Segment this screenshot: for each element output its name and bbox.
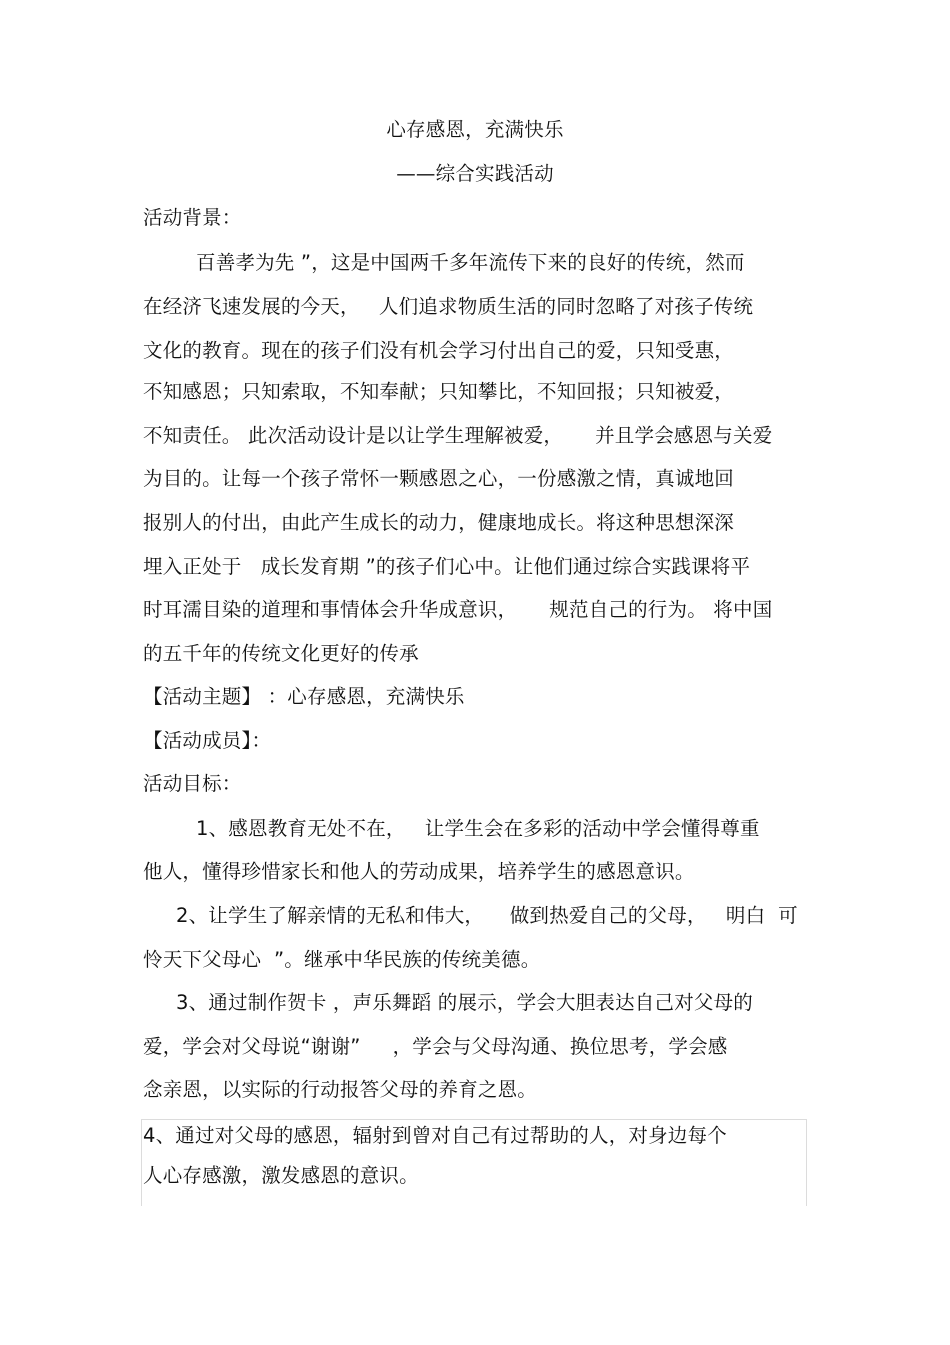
- goals-heading: 活动目标：: [143, 772, 242, 795]
- goal-line: 4、通过对父母的感恩，辐射到曾对自己有过帮助的人，对身边每个: [143, 1124, 727, 1147]
- background-paragraph-line: 百善孝为先 ”，这是中国两千多年流传下来的良好的传统，然而: [196, 251, 745, 274]
- background-heading: 活动背景：: [143, 206, 242, 229]
- background-paragraph-line: 文化的教育。现在的孩子们没有机会学习付出自己的爱，只知受惠，: [143, 339, 735, 362]
- goal-line: 人心存感激，激发感恩的意识。: [143, 1164, 419, 1187]
- background-paragraph-line: 为目的。让每一个孩子常怀一颗感恩之心，一份感激之情，真诚地回: [143, 467, 735, 490]
- background-paragraph-line: 不知感恩；只知索取，不知奉献；只知攀比，不知回报；只知被爱，: [143, 380, 735, 403]
- background-paragraph-line: 不知责任。 此次活动设计是以让学生理解被爱， 并且学会感恩与关爱: [143, 424, 773, 447]
- goal-line: 2、让学生了解亲情的无私和伟大， 做到热爱自己的父母， 明白 可: [176, 904, 798, 927]
- document-title: 心存感恩，充满快乐: [386, 118, 564, 141]
- activity-theme: 【活动主题】 ：心存感恩，充满快乐: [143, 685, 465, 708]
- goal-line: 怜天下父母心 ”。继承中华民族的传统美德。: [143, 948, 541, 971]
- background-paragraph-line: 埋入正处于 成长发育期 ”的孩子们心中。让他们通过综合实践课将平: [143, 555, 751, 578]
- background-paragraph-line: 报别人的付出，由此产生成长的动力，健康地成长。将这种思想深深: [143, 511, 735, 534]
- goal-line: 1、感恩教育无处不在， 让学生会在多彩的活动中学会懂得尊重: [196, 817, 760, 840]
- activity-members: 【活动成员】：: [143, 729, 272, 752]
- background-paragraph-line: 在经济飞速发展的今天， 人们追求物质生活的同时忽略了对孩子传统: [143, 295, 754, 318]
- document-subtitle: ——综合实践活动: [396, 162, 554, 185]
- goal-line: 爱，学会对父母说“谢谢” ，学会与父母沟通、换位思考，学会感: [143, 1035, 728, 1058]
- background-paragraph-line: 的五千年的传统文化更好的传承: [143, 642, 419, 665]
- goal-line: 念亲恩，以实际的行动报答父母的养育之恩。: [143, 1078, 538, 1101]
- goal-line: 3、通过制作贺卡 ，声乐舞蹈 的展示，学会大胆表达自己对父母的: [176, 991, 754, 1014]
- goal-line: 他人，懂得珍惜家长和他人的劳动成果，培养学生的感恩意识。: [143, 860, 695, 883]
- background-paragraph-line: 时耳濡目染的道理和事情体会升华成意识， 规范自己的行为。 将中国: [143, 598, 773, 621]
